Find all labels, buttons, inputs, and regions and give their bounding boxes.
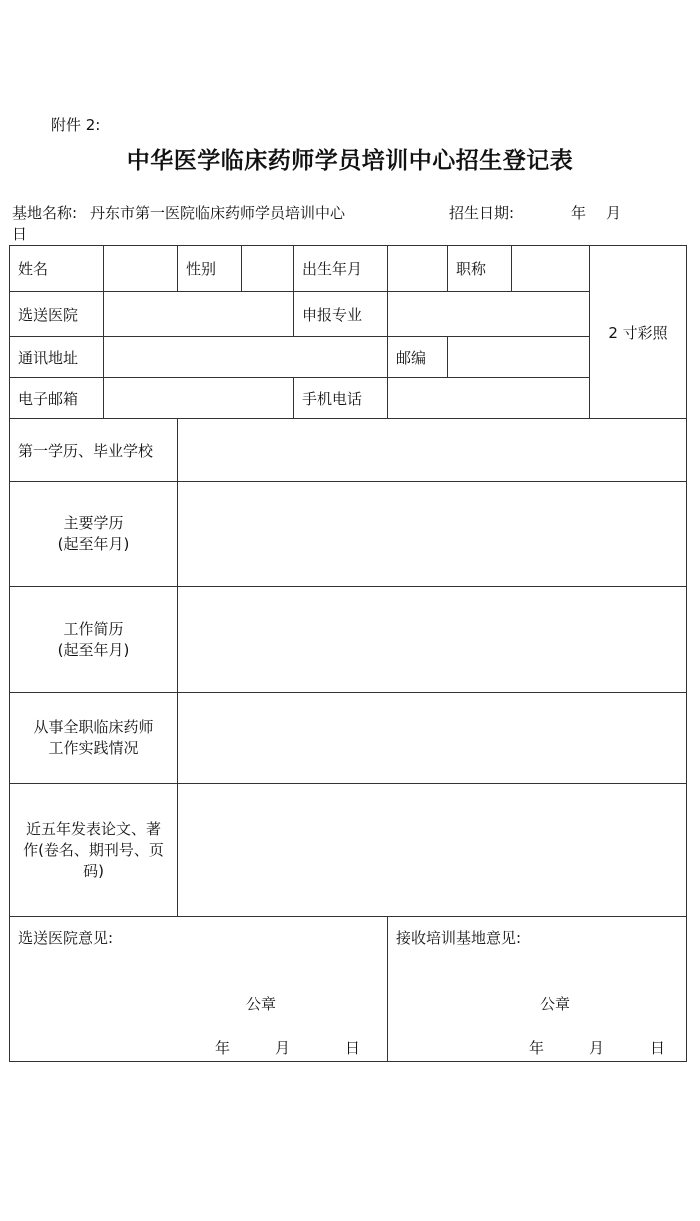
publications-line3: 码) [83,861,104,880]
phone-label: 手机电话 [294,378,388,419]
hospital-date-day: 日 [345,1039,361,1057]
base-seal-label: 公章 [540,995,571,1013]
work-history-field[interactable] [178,587,686,693]
birth-label: 出生年月 [294,246,388,292]
enroll-year-mark: 年 [571,204,587,222]
gender-label: 性别 [178,246,242,292]
first-education-field[interactable] [178,419,686,482]
name-label: 姓名 [10,246,104,292]
publications-field[interactable] [178,784,686,917]
base-date-year: 年 [529,1039,545,1057]
enroll-month-mark: 月 [606,204,622,222]
enroll-date-label: 招生日期: [449,204,515,222]
pharmacist-practice-line2: 工作实践情况 [48,739,139,757]
publications-line1: 近五年发表论文、著 [25,819,161,838]
main-education-line2: (起至年月) [57,535,130,553]
hospital-date-month: 月 [275,1039,291,1057]
publications-line2: 作(卷名、期刊号、页 [23,840,164,859]
hospital-field[interactable] [104,292,294,337]
birth-field[interactable] [388,246,448,292]
gender-field[interactable] [242,246,294,292]
publications-label [10,784,178,917]
address-field[interactable] [104,337,388,378]
pharmacist-practice-label [10,693,178,784]
name-field[interactable] [104,246,178,292]
email-label: 电子邮箱 [10,378,104,419]
job-title-field[interactable] [512,246,590,292]
base-opinion-title: 接收培训基地意见: [396,929,522,947]
hospital-date-year: 年 [215,1039,231,1057]
work-history-line2: (起至年月) [57,640,130,659]
base-opinion-box[interactable] [388,917,686,1061]
address-label: 通讯地址 [10,337,104,378]
postcode-field[interactable] [448,337,590,378]
job-title-label: 职称 [448,246,512,292]
registration-form-table [9,245,687,1062]
pharmacist-practice-field[interactable] [178,693,686,784]
hospital-opinion-title: 选送医院意见: [18,929,114,947]
major-label: 申报专业 [294,292,388,337]
major-field[interactable] [388,292,590,337]
attachment-label: 附件 2: [51,116,101,134]
base-date-day: 日 [650,1039,666,1057]
enroll-day-mark: 日 [12,225,28,243]
main-education-line1: 主要学历 [63,514,124,532]
email-field[interactable] [104,378,294,419]
main-education-field[interactable] [178,482,686,587]
base-name-value: 丹东市第一医院临床药师学员培训中心 [90,204,346,222]
base-date-month: 月 [589,1039,605,1057]
hospital-label: 选送医院 [10,292,104,337]
form-title: 中华医学临床药师学员培训中心招生登记表 [126,148,574,174]
hospital-opinion-box[interactable] [10,917,388,1061]
hospital-seal-label: 公章 [246,995,277,1013]
work-history-label [10,587,178,693]
phone-field[interactable] [388,378,590,419]
photo-box: 2 寸彩照 [590,246,686,419]
first-education-label: 第一学历、毕业学校 [10,419,178,482]
postcode-label: 邮编 [388,337,448,378]
pharmacist-practice-line1: 从事全职临床药师 [33,718,154,736]
base-name-label: 基地名称: [12,204,78,222]
main-education-label [10,482,178,587]
work-history-line1: 工作简历 [63,619,124,638]
